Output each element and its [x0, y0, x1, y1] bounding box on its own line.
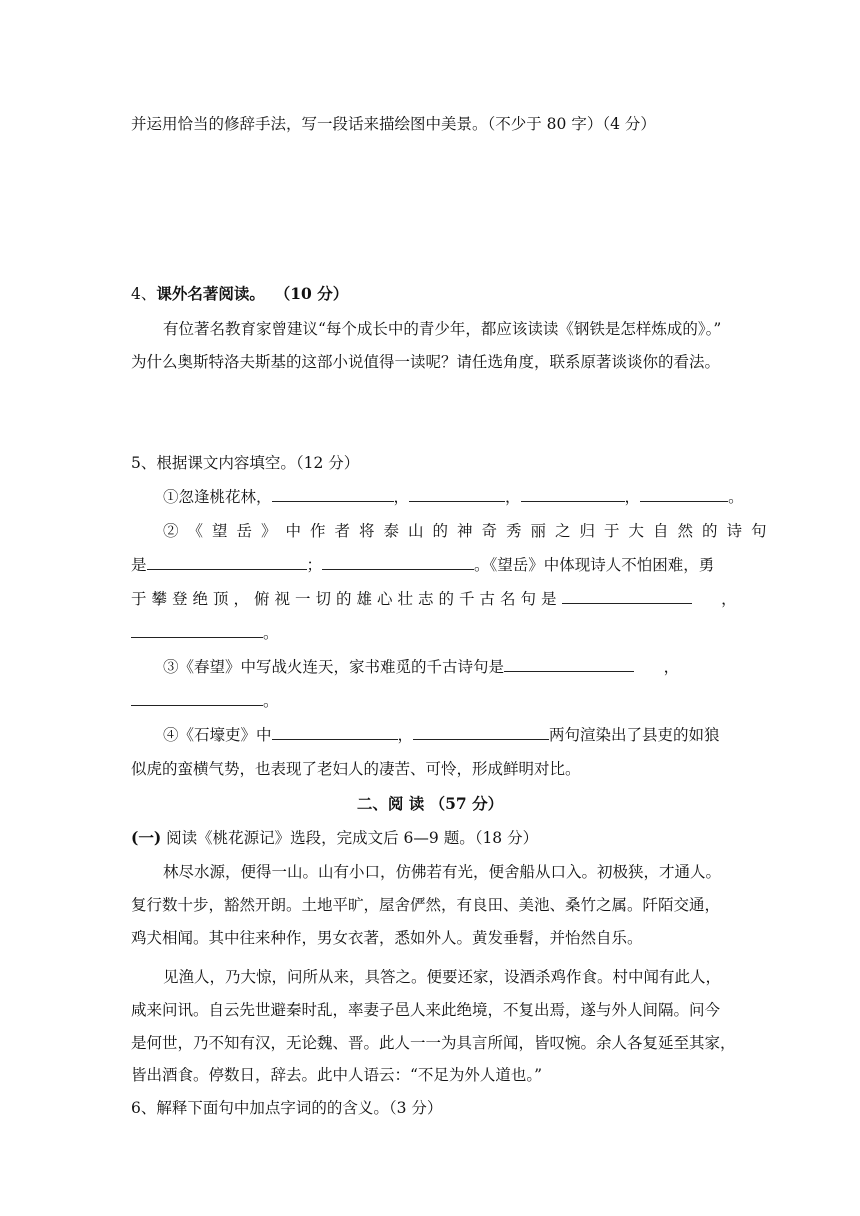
- q4-number: 4、: [131, 285, 157, 303]
- punct: ；: [306, 556, 323, 574]
- q5-item3-text: ③《春望》中写战火连天，家书难觅的千古诗句是: [163, 658, 505, 676]
- q5-item3-line2: [131, 689, 279, 711]
- q5-item2-is: 是: [131, 556, 147, 574]
- answer-blank[interactable]: [147, 555, 307, 570]
- answer-blank[interactable]: [131, 691, 263, 706]
- answer-blank[interactable]: [322, 555, 474, 570]
- punct: ，: [505, 488, 521, 506]
- q5-item4-suffix: 两句渲染出了县吏的如狼: [549, 726, 720, 744]
- q4-score: （10 分）: [274, 284, 349, 303]
- q5-item2-line3: [131, 587, 737, 609]
- q5-item4-line1: [163, 723, 720, 745]
- punct: ，: [624, 488, 641, 506]
- q5-item4-line2: 似虎的蛮横气势，也表现了老妇人的凄苦、可怜，形成鲜明对比。: [131, 760, 581, 778]
- q5-item2-line4: [131, 621, 279, 643]
- q5-heading: 5、根据课文内容填空。（12 分）: [131, 454, 360, 472]
- punct: ，: [721, 590, 737, 608]
- passage-line: 复行数十步，豁然开朗。土地平旷，屋舍俨然，有良田、美池、桑竹之属。阡陌交通，: [131, 896, 721, 914]
- punct: 。: [263, 624, 279, 642]
- answer-blank[interactable]: [521, 487, 625, 502]
- reading1-instruction: 阅读《桃花源记》选段，完成文后 6—9 题。（18 分）: [166, 829, 539, 847]
- passage-line: 咸来问讯。自云先世避秦时乱，率妻子邑人来此绝境，不复出焉，遂与外人间隔。问今: [131, 1001, 721, 1019]
- punct: 。: [728, 488, 744, 506]
- answer-blank[interactable]: [413, 725, 549, 740]
- q4-heading: [131, 282, 348, 304]
- answer-blank[interactable]: [409, 487, 505, 502]
- q5-item2-line1: ②《望岳》中作者将泰山的神奇秀丽之归于大自然的诗句: [163, 522, 776, 540]
- reading1-label: (一): [131, 828, 162, 847]
- q5-item2-mid: 。《望岳》中体现诗人不怕困难，勇: [474, 556, 715, 574]
- answer-blank[interactable]: [272, 487, 394, 502]
- answer-blank[interactable]: [272, 725, 398, 740]
- q5-item3-line1: [163, 655, 679, 677]
- q4-title: 课外名著阅读。: [156, 284, 265, 303]
- q4-para-line2: 为什么奥斯特洛夫斯基的这部小说值得一读呢？请任选角度，联系原著谈谈你的看法。: [131, 353, 721, 371]
- answer-blank[interactable]: [640, 487, 728, 502]
- passage-line: 见渔人，乃大惊，问所从来，具答之。便要还家，设酒杀鸡作食。村中闻有此人，: [163, 968, 722, 986]
- punct: ，: [393, 488, 410, 506]
- q4-para-line1: 有位著名教育家曾建议“每个成长中的青少年，都应该读读《钢铁是怎样炼成的》。”: [163, 320, 722, 338]
- q3-continuation: 并运用恰当的修辞手法，写一段话来描绘图中美景。（不少于 80 字）（4 分）: [131, 115, 656, 133]
- answer-blank[interactable]: [504, 657, 634, 672]
- passage-line: 鸡犬相闻。其中往来种作，男女衣著，悉如外人。黄发垂髫，并怡然自乐。: [131, 929, 643, 947]
- q5-item1: [163, 485, 744, 507]
- q5-item2-text: 于攀登绝顶，俯视一切的雄心壮志的千古名句是: [131, 590, 562, 608]
- punct: 。: [263, 692, 279, 710]
- answer-blank[interactable]: [562, 589, 692, 604]
- q5-item2-line2: [131, 553, 714, 575]
- reading1-intro: [131, 826, 538, 848]
- answer-blank[interactable]: [131, 623, 263, 638]
- punct: ，: [397, 726, 414, 744]
- punct: ，: [663, 658, 680, 676]
- q5-item4-prefix: ④《石壕吏》中: [163, 726, 272, 744]
- section-title: 二、阅 读 （57 分）: [356, 794, 504, 813]
- passage-line: 皆出酒食。停数日，辞去。此中人语云：“不足为外人道也。”: [131, 1066, 543, 1084]
- q5-item1-prefix: ①忽逢桃花林，: [163, 488, 272, 506]
- passage-line: 林尽水源，便得一山。山有小口，仿佛若有光，便舍船从口入。初极狭，才通人。: [163, 863, 722, 881]
- passage-line: 是何世，乃不知有汉，无论魏、晋。此人一一为具言所闻，皆叹惋。余人各复延至其家，: [131, 1034, 736, 1052]
- q6-heading: 6、解释下面句中加点字词的的含义。（3 分）: [131, 1099, 443, 1117]
